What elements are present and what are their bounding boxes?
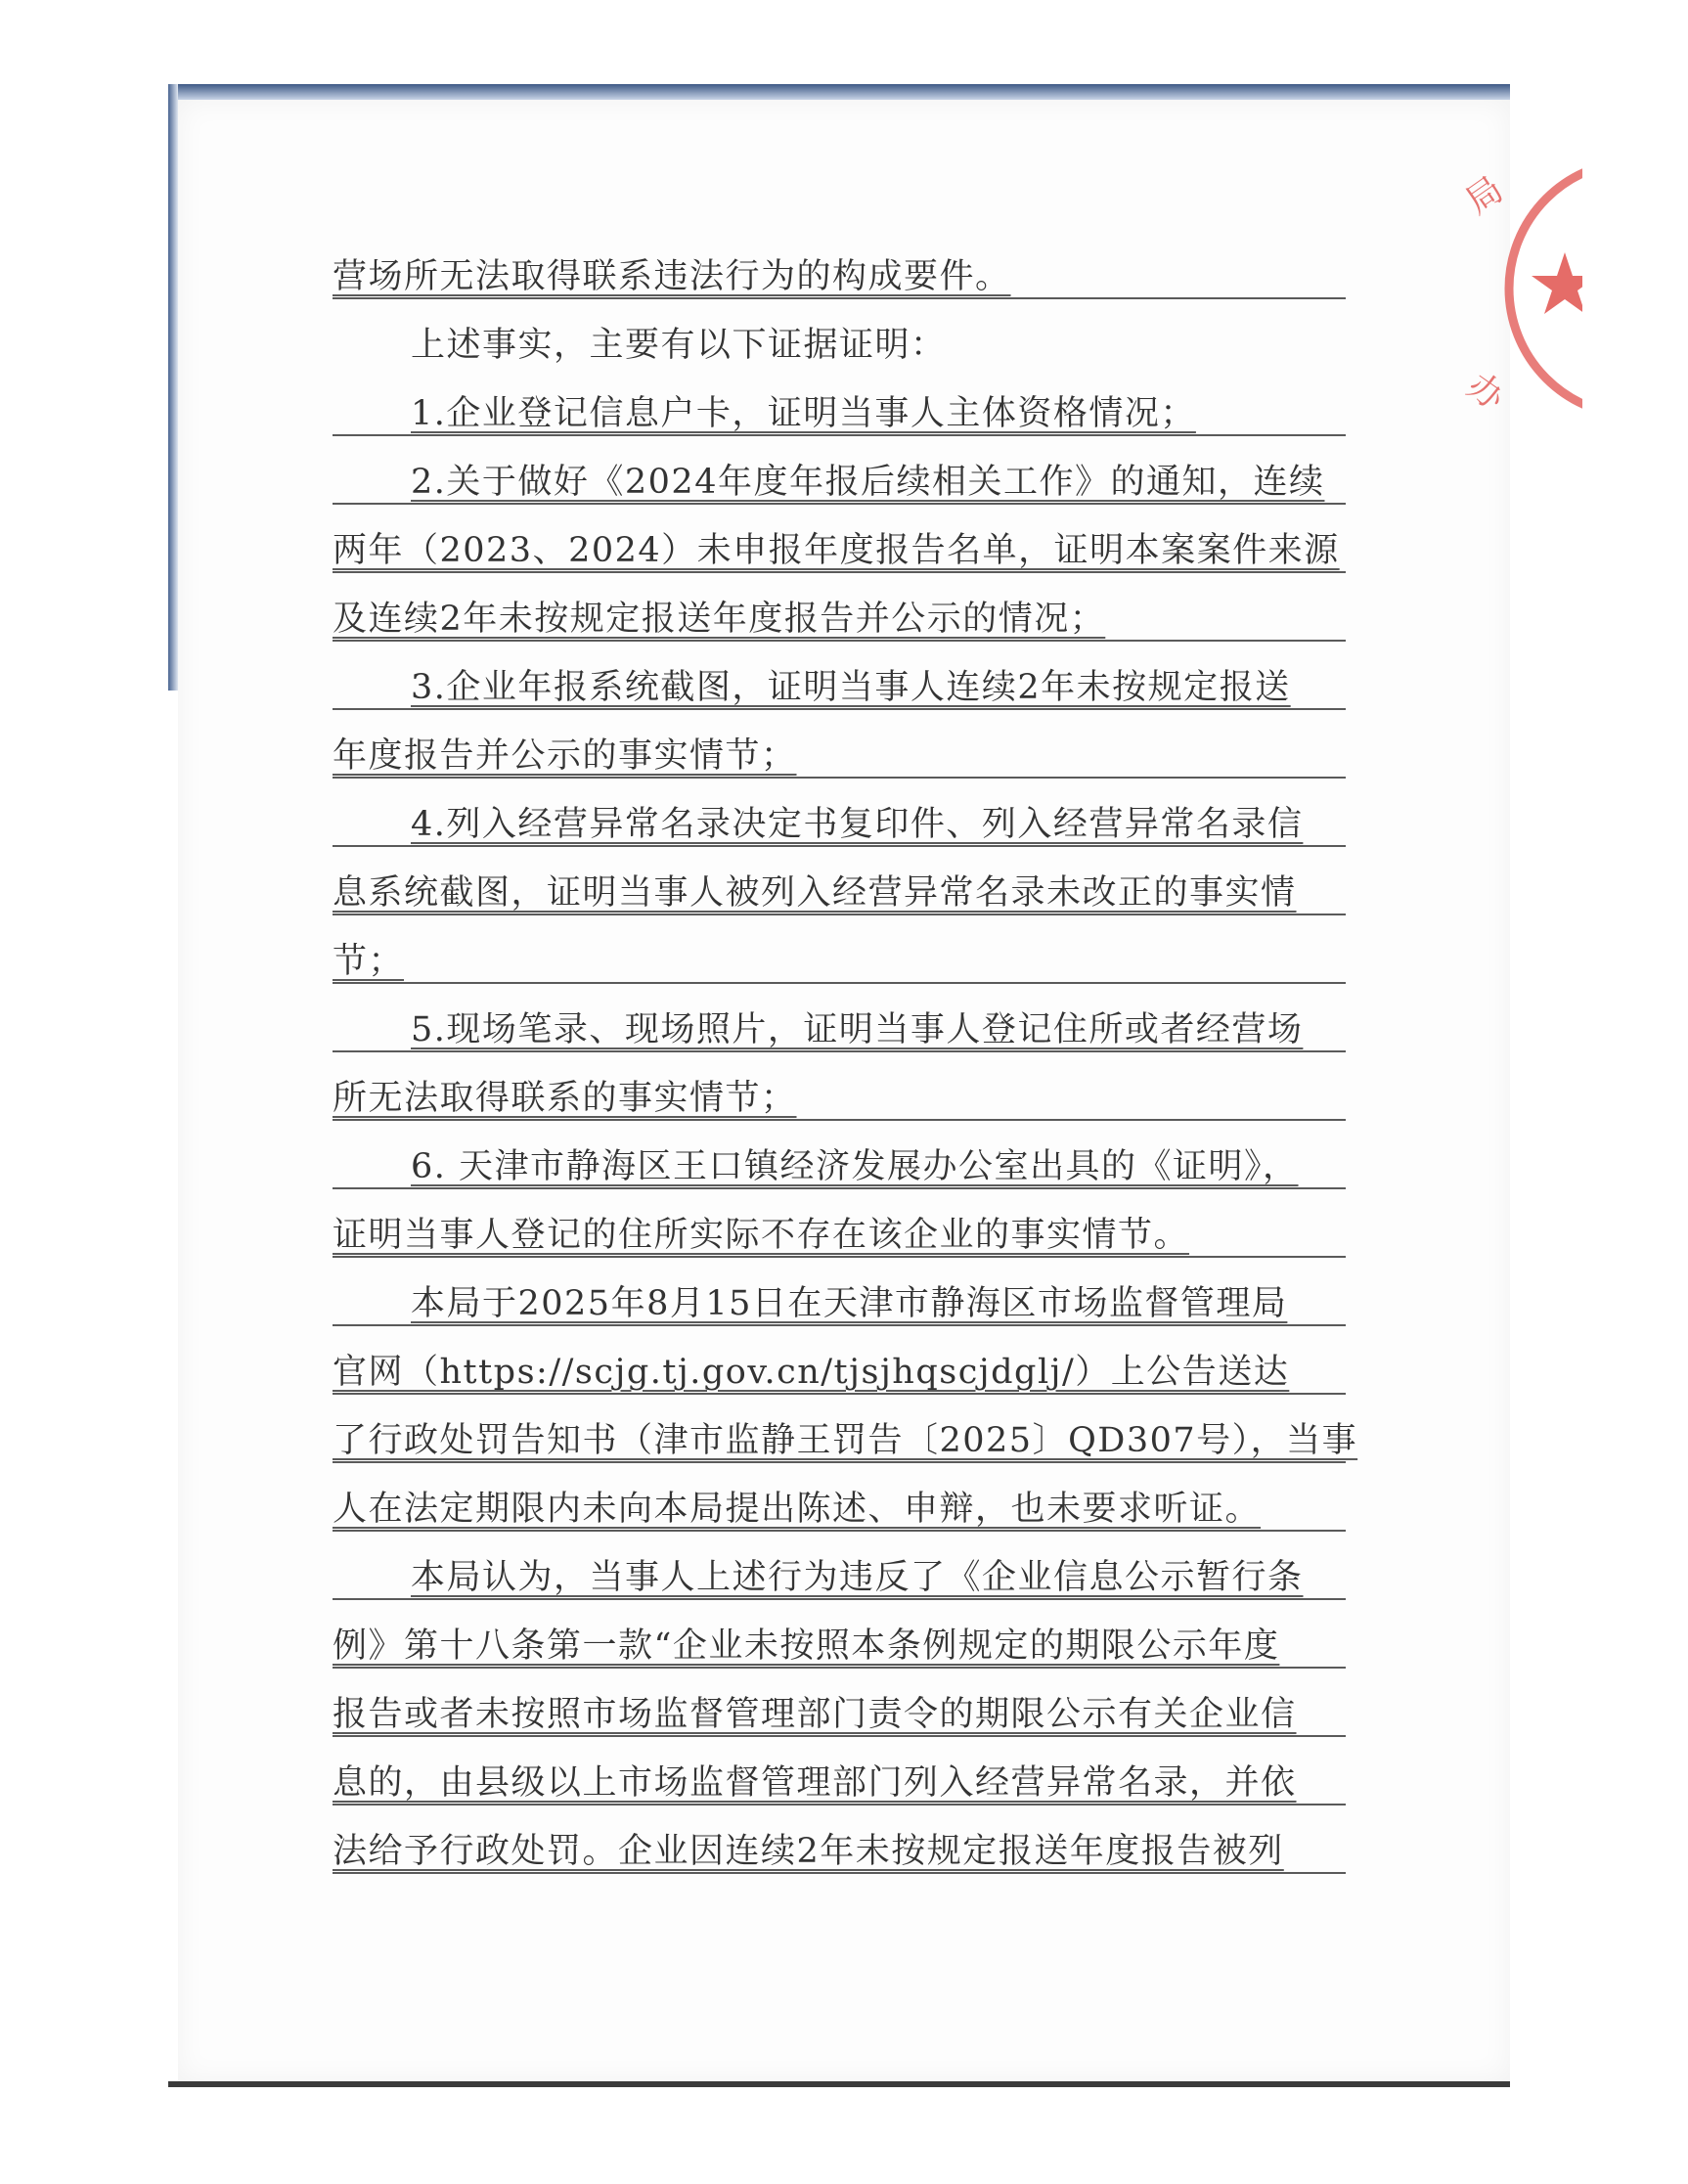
underline-rule xyxy=(333,1872,1346,1874)
line-text: 法给予行政处罚。企业因连续2年未按规定报送年度报告被列 xyxy=(333,1832,1284,1871)
underline-rule xyxy=(333,1324,1346,1326)
underline-rule xyxy=(333,708,1346,710)
line-text: 人在法定期限内未向本局提出陈述、申辩，也未要求听证。 xyxy=(333,1490,1262,1529)
text-line xyxy=(333,311,1340,379)
text-line xyxy=(333,1201,1340,1270)
underline-rule xyxy=(333,1461,1346,1463)
official-seal xyxy=(1436,147,1582,430)
line-text: 本局认为，当事人上述行为违反了《企业信息公示暂行条 xyxy=(411,1558,1304,1597)
text-line xyxy=(333,722,1340,790)
line-text: 息系统截图，证明当事人被列入经营异常名录未改正的事实情 xyxy=(333,873,1297,913)
underline-rule xyxy=(333,503,1346,505)
text-line xyxy=(333,1133,1340,1201)
underline-rule xyxy=(333,1119,1346,1121)
line-text: 官网（https://scjg.tj.gov.cn/tjsjhqscjdglj/）上公告送达 xyxy=(333,1353,1290,1392)
text-line xyxy=(333,927,1340,996)
line-text: 本局于2025年8月15日在天津市静海区市场监督管理局 xyxy=(411,1284,1288,1323)
underline-rule xyxy=(333,297,1346,299)
text-line xyxy=(333,1817,1340,1886)
line-text: 节； xyxy=(333,942,405,981)
text-line xyxy=(333,1406,1358,1475)
line-text: 4.列入经营异常名录决定书复印件、列入经营异常名录信 xyxy=(411,805,1304,844)
line-text: 年度报告并公示的事实情节； xyxy=(333,736,797,776)
text-line xyxy=(333,243,1340,311)
line-text: 息的，由县级以上市场监督管理部门列入经营异常名录，并依 xyxy=(333,1763,1297,1803)
underline-rule xyxy=(333,434,1346,436)
line-text: 例》第十八条第一款“企业未按照本条例规定的期限公示年度 xyxy=(333,1627,1280,1666)
underline-rule xyxy=(333,1256,1346,1258)
line-text: 2.关于做好《2024年度年报后续相关工作》的通知，连续 xyxy=(411,463,1325,502)
underline-rule xyxy=(333,1804,1346,1805)
line-text: 所无法取得联系的事实情节； xyxy=(333,1079,797,1118)
line-text: 营场所无法取得联系违法行为的构成要件。 xyxy=(333,257,1011,296)
text-line xyxy=(333,996,1340,1064)
underline-rule xyxy=(333,1050,1346,1052)
text-line xyxy=(333,790,1340,859)
underline-rule xyxy=(333,914,1346,915)
text-line xyxy=(333,516,1340,585)
text-line xyxy=(333,585,1340,653)
text-line xyxy=(333,1475,1340,1543)
line-text: 上述事实，主要有以下证据证明： xyxy=(411,326,947,365)
text-line xyxy=(333,1338,1340,1406)
line-text: 报告或者未按照市场监督管理部门责令的期限公示有关企业信 xyxy=(333,1695,1297,1734)
underline-rule xyxy=(333,640,1346,642)
text-line xyxy=(333,1612,1340,1680)
scan-edge-left xyxy=(168,84,178,691)
line-text: 1.企业登记信息户卡，证明当事人主体资格情况； xyxy=(411,394,1196,433)
underline-rule xyxy=(333,1393,1346,1395)
text-line xyxy=(333,1749,1340,1817)
underline-rule xyxy=(333,1598,1346,1600)
text-line xyxy=(333,653,1340,722)
line-text: 证明当事人登记的住所实际不存在该企业的事实情节。 xyxy=(333,1216,1190,1255)
text-line xyxy=(333,1680,1340,1749)
line-text: 及连续2年未按规定报送年度报告并公示的情况； xyxy=(333,600,1106,639)
underline-rule xyxy=(333,1735,1346,1737)
text-line xyxy=(333,1270,1340,1338)
line-text: 两年（2023、2024）未申报年度报告名单，证明本案案件来源 xyxy=(333,531,1340,570)
line-text: 了行政处罚告知书（津市监静王罚告〔2025〕QD307号），当事 xyxy=(333,1421,1358,1460)
underline-rule xyxy=(333,777,1346,779)
line-text: 6. 天津市静海区王口镇经济发展办公室出具的《证明》， xyxy=(411,1147,1299,1186)
line-text: 3.企业年报系统截图，证明当事人连续2年未按规定报送 xyxy=(411,668,1291,707)
scan-edge-top xyxy=(168,84,1510,100)
seal-char: 局 xyxy=(1458,169,1511,223)
underline-rule xyxy=(333,1667,1346,1669)
text-line xyxy=(333,859,1340,927)
seal-char: 办 xyxy=(1459,365,1512,420)
underline-rule xyxy=(333,845,1346,847)
text-line xyxy=(333,1064,1340,1133)
underline-rule xyxy=(333,982,1346,984)
text-line xyxy=(333,448,1340,516)
scan-edge-bottom xyxy=(168,2081,1510,2087)
underline-rule xyxy=(333,1530,1346,1532)
line-text: 5.现场笔录、现场照片，证明当事人登记住所或者经营场 xyxy=(411,1010,1304,1049)
document-body xyxy=(333,243,1358,1886)
underline-rule xyxy=(333,1187,1346,1189)
underline-rule xyxy=(333,571,1346,573)
text-line xyxy=(333,1543,1340,1612)
text-line xyxy=(333,379,1340,448)
